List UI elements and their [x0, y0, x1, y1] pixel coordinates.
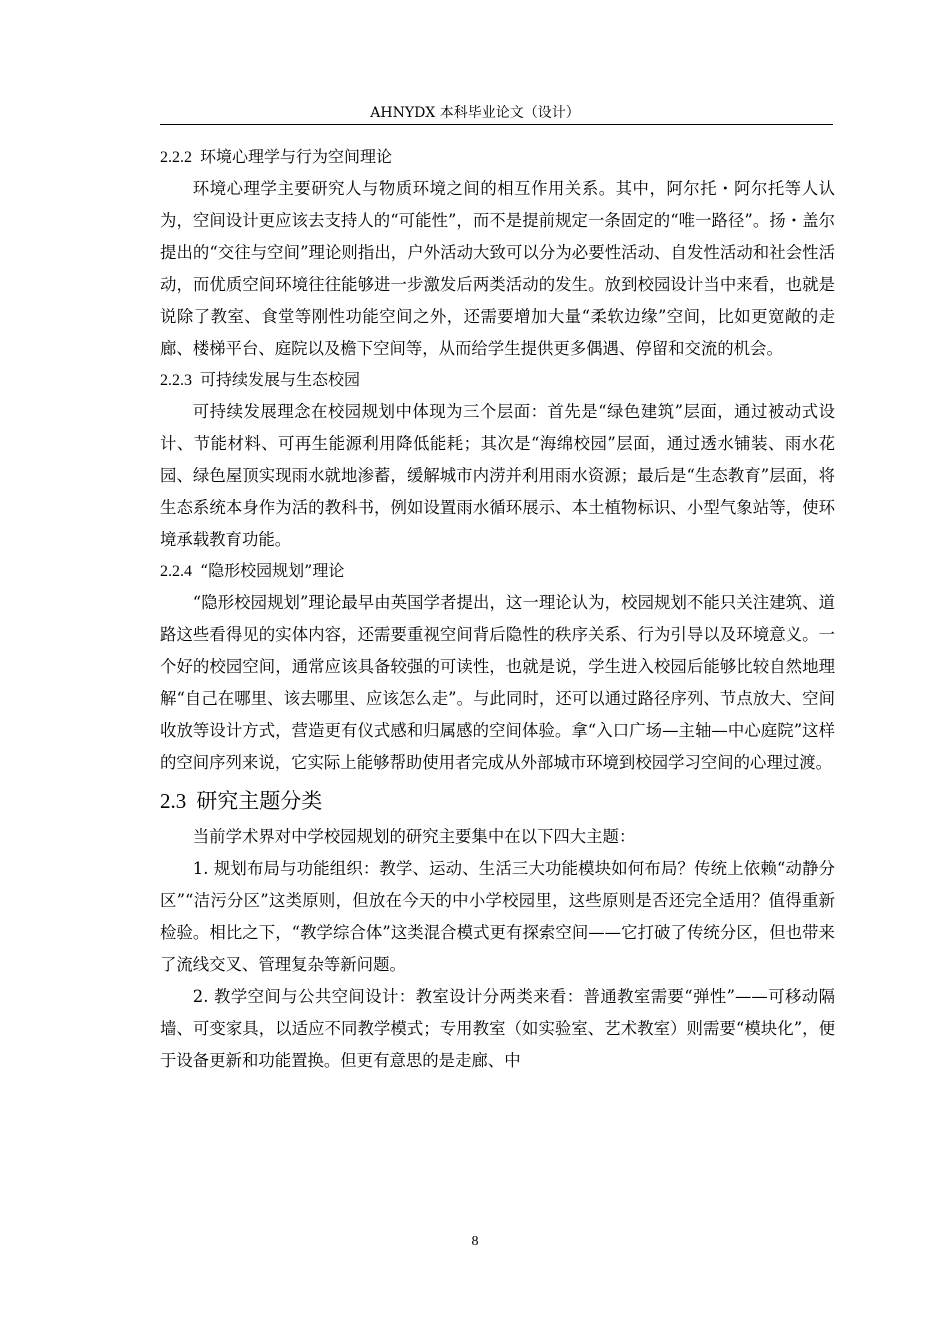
section-title: 可持续发展与生态校园: [200, 370, 361, 389]
section-2-2-4-paragraph: “隐形校园规划”理论最早由英国学者提出，这一理论认为，校园规划不能只关注建筑、道路这些看得见的实体内容，还需要重视空间背后隐性的秩序关系、行为引导以及环境意义。一个好的校园空间，通常应该具备较强的可读性，也就是说，学生进入校园后能够比较自然地理解“自己在哪里、该去哪里、应该怎么走”。与此同时，还可以通过路径序列、节点放大、空间收放等设计方式，营造更有仪式感和归属感的空间体验。拿“入口广场—主轴—中心庭院”这样的空间序列来说，它实际上能够帮助使用者完成从外部城市环境到校园学习空间的心理过渡。: [160, 593, 835, 772]
page-body: [160, 142, 835, 1077]
section-2-3-item-1: 1. 规划布局与功能组织：教学、运动、生活三大功能模块如何布局？传统上依赖“动静分区”“洁污分区”这类原则，但放在今天的中小学校园里，这些原则是否还完全适用？值得重新检验。相比之下，“教学综合体”这类混合模式更有探索空间——它打破了传统分区，但也带来了流线交叉、管理复杂等新问题。: [160, 859, 835, 974]
section-2-2-2-heading: [160, 142, 835, 173]
header-rule: [160, 124, 833, 125]
page-number: 8: [471, 1234, 479, 1249]
section-number: 2.2.4: [160, 563, 192, 580]
section-2-2-2-paragraph: 环境心理学主要研究人与物质环境之间的相互作用关系。其中，阿尔托・阿尔托等人认为，空间设计更应该去支持人的“可能性”，而不是提前规定一条固定的“唯一路径”。扬・盖尔提出的“交往与空间”理论则指出，户外活动大致可以分为必要性活动、自发性活动和社会性活动，而优质空间环境往往能够进一步激发后两类活动的发生。放到校园设计当中来看，也就是说除了教室、食堂等刚性功能空间之外，还需要增加大量“柔软边缘”空间，比如更宽敞的走廊、楼梯平台、庭院以及檐下空间等，从而给学生提供更多偶遇、停留和交流的机会。: [160, 179, 835, 358]
section-title: 研究主题分类: [196, 789, 323, 813]
section-2-2-3-heading: [160, 365, 835, 396]
running-header: AHNYDX 本科毕业论文（设计）: [370, 105, 580, 121]
section-2-2-3-paragraph: 可持续发展理念在校园规划中体现为三个层面：首先是“绿色建筑”层面，通过被动式设计、节能材料、可再生能源利用降低能耗；其次是“海绵校园”层面，通过透水铺装、雨水花园、绿色屋顶实现雨水就地渗蓄，缓解城市内涝并利用雨水资源；最后是“生态教育”层面，将生态系统本身作为活的教科书，例如设置雨水循环展示、本土植物标识、小型气象站等，使环境承载教育功能。: [160, 402, 835, 549]
section-title: “隐形校园规划”理论: [200, 561, 345, 580]
section-2-3-heading: [160, 781, 835, 821]
section-2-2-4-heading: [160, 556, 835, 587]
section-2-3-intro: 当前学术界对中学校园规划的研究主要集中在以下四大主题：: [192, 827, 636, 846]
section-number: 2.3: [160, 789, 187, 813]
section-number: 2.2.2: [160, 149, 192, 166]
section-title: 环境心理学与行为空间理论: [200, 147, 393, 166]
section-2-3-item-2: 2. 教学空间与公共空间设计：教室设计分两类来看：普通教室需要“弹性”——可移动隔墙、可变家具，以适应不同教学模式；专用教室（如实验室、艺术教室）则需要“模块化”，便于设备更新和功能置换。但更有意思的是走廊、中: [160, 987, 835, 1070]
section-number: 2.2.3: [160, 372, 192, 389]
